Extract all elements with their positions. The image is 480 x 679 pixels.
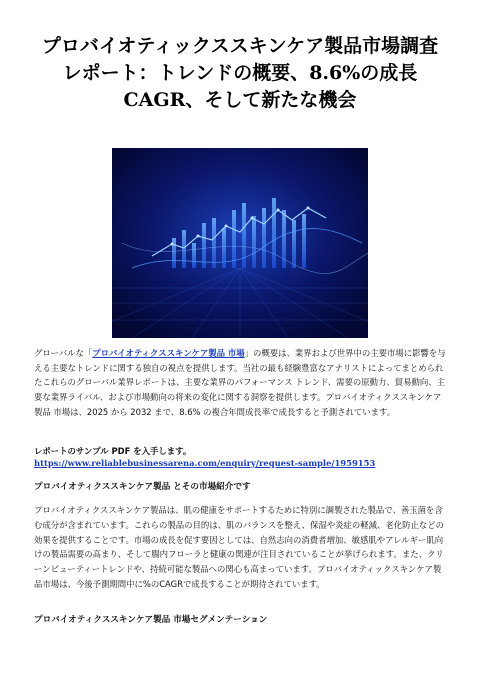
document-title bbox=[30, 33, 450, 114]
title-line-1: プロバイオティックススキンケア製品市場調査 bbox=[41, 35, 439, 57]
sample-label: レポートのサンプル PDF を入手します。 bbox=[34, 446, 192, 456]
title-line-3: CAGR、そして新たな機会 bbox=[123, 89, 357, 111]
title-line-2: レポート：トレンドの概要、8.6%の成長 bbox=[62, 62, 418, 84]
section1-body: プロバイオティクススキンケア製品は、肌の健康をサポートするために特別に調製された製品で、善玉菌を含む成分が含まれています。これらの製品の目的は、肌のバランスを整え、保湿や炎症の軽減、老化防止などの効果を提供することです。市場の成長を促す要因としては、自然志向の消費者増加、敏感肌やアレルギー肌向けの製品需要の高まり、そして腸内フローラと健康の関連が注目されていることが挙げられます。また、クリーンビューティートレンドや、持続可能な製品への関心も高まっています。プロバイオティックスキンケア製品市場は、今後予測期間中に%のCAGRで成長することが期待されています。 bbox=[34, 505, 444, 589]
section1-heading: プロバイオティクススキンケア製品 とその市場紹介です bbox=[34, 482, 251, 492]
market-link[interactable]: プロバイオティクススキンケア製品 市場 bbox=[92, 348, 245, 358]
sample-paragraph bbox=[34, 445, 446, 469]
intro-pre: グローバルな「 bbox=[34, 348, 93, 358]
intro-post: 」の概要は、業界および世界中の主要市場に影響を与える主要なトレンドに関する独自の視点を提供します。当社の最も経験豊富なアナリストによってまとめられたこれらのグローバル業界レポートは、主要な業界のパフォーマンス トレンド、需要の原動力、貿易動向、主要な業界ライバル、および市場動向の将来の変化に関する洞察を提供します。プロバイオティクススキンケア製品 市場は、2025 から 2032 まで、8.6% の複合年間成長率で成長すると予測されています。 bbox=[34, 348, 446, 417]
sample-url-link[interactable]: https://www.reliablebusinessarena.com/enquiry/request-sample/1959153 bbox=[34, 458, 376, 468]
hero-chart-image bbox=[112, 148, 368, 338]
section2-heading: プロバイオティクススキンケア製品 市場セグメンテーション bbox=[34, 615, 268, 625]
intro-paragraph bbox=[34, 346, 446, 420]
